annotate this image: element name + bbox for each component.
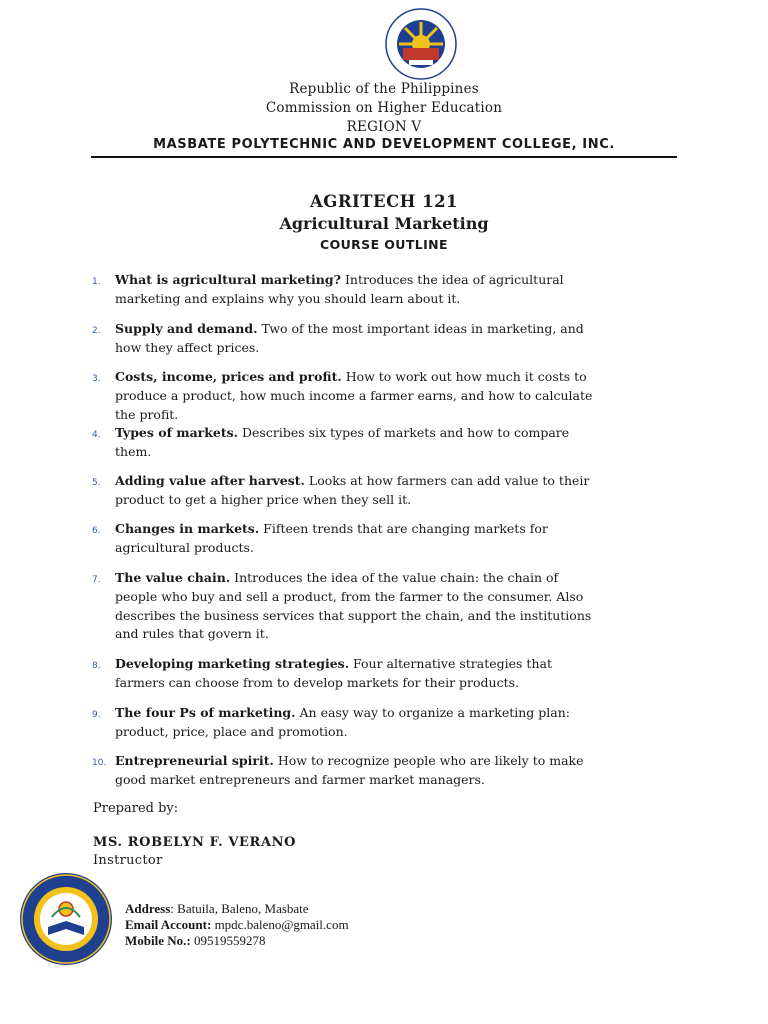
signatory-name: MS. ROBELYN F. VERANO [93, 835, 297, 850]
outline-item-title: The value chain. [115, 570, 231, 585]
outline-item-number: 5. [92, 478, 101, 488]
outline-item-text: How to work out how much it costs to produce a product, how much income a farmer earns, and how to calculate the profit. [115, 369, 593, 422]
ched-seal-icon [369, 8, 473, 80]
outline-item-number: 4. [92, 430, 101, 440]
outline-item-title: Changes in markets. [115, 521, 260, 536]
signatory-role: Instructor [93, 853, 163, 868]
footer-address [125, 901, 309, 917]
header-republic: Republic of the Philippines [289, 81, 479, 97]
footer-address-label: Address [125, 901, 171, 916]
course-code: AGRITECH 121 [309, 192, 459, 211]
outline-item-number: 9. [92, 710, 101, 720]
outline-item-text: How to recognize people who are likely to make good market entrepreneurs and farmer market managers. [115, 753, 584, 787]
header-college-name: MASBATE POLYTECHNIC AND DEVELOPMENT COLLEGE, INC. [153, 137, 615, 152]
outline-item-title: Supply and demand. [115, 321, 258, 336]
college-seal-icon [18, 869, 114, 969]
outline-item-text: Four alternative strategies that farmers can choose from to develop markets for their products. [115, 656, 552, 690]
outline-item-title: Types of markets. [115, 425, 239, 440]
footer-email-label: Email Account: [125, 917, 212, 932]
outline-item-text: An easy way to organize a marketing plan: product, price, place and promotion. [115, 705, 570, 739]
outline-item-number: 7. [92, 575, 101, 585]
header-commission: Commission on Higher Education [265, 100, 503, 116]
footer-address-value: : Batuila, Baleno, Masbate [170, 901, 309, 916]
outline-item-text: Introduces the idea of the value chain: the chain of people who buy and sell a product, from the farmer to the consumer. Also describes the business services that support the chain, and the institutions and rules that govern it. [115, 570, 592, 642]
outline-item-text: Fifteen trends that are changing markets for agricultural products. [115, 521, 548, 555]
outline-item-number: 6. [92, 526, 101, 536]
outline-item-number: 3. [92, 374, 101, 384]
course-name: Agricultural Marketing [279, 214, 489, 233]
outline-item-number: 8. [92, 661, 101, 671]
header-divider [91, 156, 677, 158]
outline-item-text: Introduces the idea of agricultural marketing and explains why you should learn about it. [115, 272, 564, 306]
outline-item-title: What is agricultural marketing? [115, 272, 341, 287]
course-outline-heading: COURSE OUTLINE [320, 237, 448, 252]
outline-item-text: Two of the most important ideas in marketing, and how they affect prices. [115, 321, 584, 355]
prepared-by-label: Prepared by: [93, 801, 179, 816]
outline-item-number: 10. [92, 758, 107, 768]
footer-mobile-label: Mobile No.: [125, 933, 191, 948]
outline-item-text: Describes six types of markets and how to compare them. [115, 425, 570, 459]
outline-item-number: 2. [92, 326, 101, 336]
outline-item-text: Looks at how farmers can add value to their product to get a higher price when they sell it. [115, 473, 590, 507]
outline-item-title: The four Ps of marketing. [115, 705, 296, 720]
footer-email-value: mpdc.baleno@gmail.com [211, 917, 349, 932]
outline-item-title: Adding value after harvest. [115, 473, 305, 488]
outline-item-title: Developing marketing strategies. [115, 656, 350, 671]
footer-mobile-value: 09519559278 [190, 933, 266, 948]
footer-email [125, 917, 349, 933]
header-region: REGION V [346, 119, 422, 135]
outline-item-title: Entrepreneurial spirit. [115, 753, 274, 768]
outline-item-number: 1. [92, 277, 101, 287]
outline-item-title: Costs, income, prices and profit. [115, 369, 342, 384]
footer-mobile [125, 933, 265, 949]
